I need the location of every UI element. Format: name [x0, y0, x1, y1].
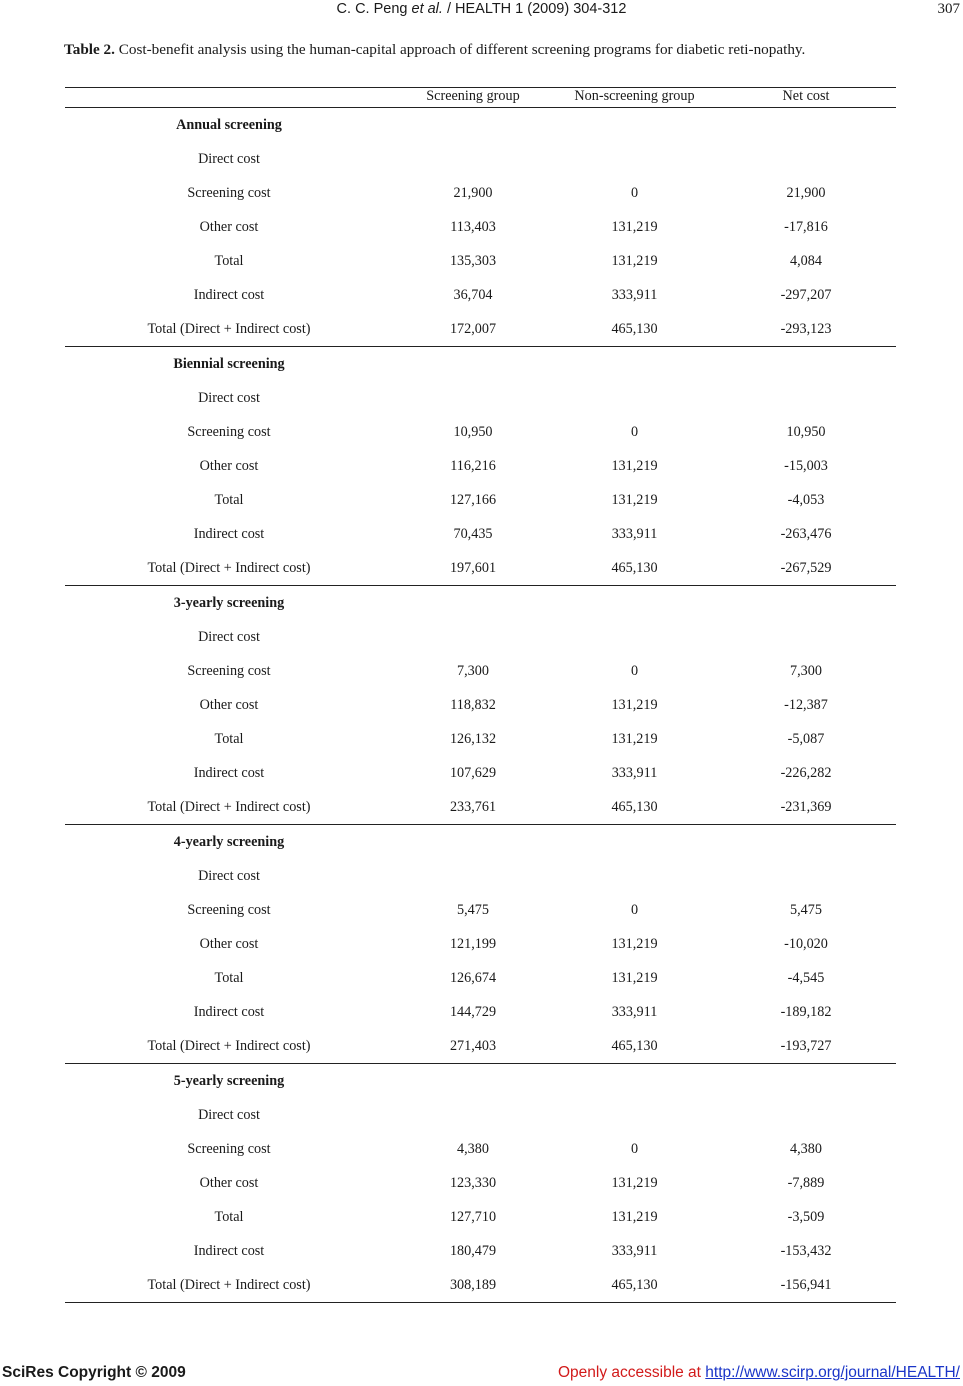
copyright-notice: SciRes Copyright © 2009	[2, 1364, 186, 1381]
row-label: Total	[214, 730, 244, 747]
value-cell: 36,704	[453, 286, 493, 303]
value-cell	[716, 1098, 896, 1132]
value-cell: 4,380	[457, 1140, 489, 1157]
value-cell: 465,130	[553, 1268, 716, 1303]
caption-text: Cost-benefit analysis using the human-capital approach of different screening programs for diabetic reti-nopathy.	[114, 41, 806, 58]
table-body	[65, 108, 896, 1303]
value-cell: -5,087	[787, 730, 825, 747]
table-row	[65, 859, 896, 893]
row-label: Direct cost	[198, 867, 260, 884]
row-label: Total	[214, 969, 244, 986]
row-label: Screening cost	[187, 901, 271, 918]
value-cell: -4,545	[787, 969, 825, 986]
value-cell: 131,219	[611, 730, 658, 747]
running-header	[0, 0, 963, 24]
value-cell: -267,529	[716, 551, 896, 586]
empty-cell	[393, 108, 553, 143]
row-label: Total	[214, 1208, 244, 1225]
section-header-row	[65, 347, 896, 382]
value-cell	[553, 142, 716, 176]
value-cell: 127,166	[449, 491, 497, 508]
et-al: et al.	[411, 1, 443, 17]
table-row	[65, 1200, 896, 1234]
column-header: Net cost	[716, 88, 896, 108]
section-title: 3-yearly screening	[173, 594, 285, 611]
value-cell: -156,941	[716, 1268, 896, 1303]
value-cell	[393, 1098, 553, 1132]
empty-cell	[716, 1064, 896, 1099]
table-caption	[64, 40, 897, 60]
table-row	[65, 312, 896, 347]
empty-cell	[553, 1064, 716, 1099]
row-label: Screening cost	[187, 1140, 271, 1157]
value-cell: 180,479	[449, 1242, 497, 1259]
table-header-row	[65, 88, 896, 108]
value-cell: 7,300	[457, 662, 489, 679]
empty-cell	[553, 825, 716, 860]
section-header-row	[65, 825, 896, 860]
value-cell	[716, 381, 896, 415]
table-row	[65, 1132, 896, 1166]
value-cell: -15,003	[784, 457, 828, 474]
row-label: Other cost	[199, 696, 259, 713]
table-row	[65, 688, 896, 722]
value-cell: 10,950	[786, 423, 826, 440]
value-cell	[716, 142, 896, 176]
row-label: Other cost	[199, 218, 259, 235]
value-cell: 126,132	[449, 730, 497, 747]
value-cell: -293,123	[716, 312, 896, 347]
value-cell: 116,216	[450, 457, 496, 474]
table-row	[65, 517, 896, 551]
column-header: Screening group	[393, 88, 553, 108]
value-cell	[553, 1098, 716, 1132]
value-cell: 131,219	[611, 1174, 658, 1191]
empty-cell	[553, 108, 716, 143]
value-cell: 172,007	[393, 312, 553, 347]
table-row	[65, 654, 896, 688]
table-row	[65, 142, 896, 176]
value-cell: 0	[630, 662, 639, 679]
table-row	[65, 244, 896, 278]
empty-cell	[393, 825, 553, 860]
table-row	[65, 1166, 896, 1200]
value-cell: 333,911	[611, 286, 658, 303]
value-cell: 0	[630, 1140, 639, 1157]
value-cell: -226,282	[780, 764, 832, 781]
value-cell: 144,729	[449, 1003, 497, 1020]
column-header	[65, 88, 393, 108]
access-text: Openly accessible at	[557, 1364, 706, 1381]
empty-cell	[393, 347, 553, 382]
value-cell: 308,189	[393, 1268, 553, 1303]
value-cell: 107,629	[449, 764, 497, 781]
row-label: Total (Direct + Indirect cost)	[65, 790, 393, 825]
empty-cell	[553, 347, 716, 382]
value-cell: 465,130	[553, 551, 716, 586]
value-cell: -297,207	[780, 286, 832, 303]
row-label: Direct cost	[198, 150, 260, 167]
value-cell: -12,387	[784, 696, 828, 713]
table-row	[65, 790, 896, 825]
row-label: Other cost	[199, 1174, 259, 1191]
value-cell	[393, 620, 553, 654]
authors-prefix: C. C. Peng	[336, 1, 412, 17]
table-row	[65, 278, 896, 312]
section-title: Biennial screening	[173, 355, 285, 372]
row-label: Total (Direct + Indirect cost)	[65, 312, 393, 347]
value-cell: 123,330	[449, 1174, 497, 1191]
value-cell: 118,832	[450, 696, 496, 713]
empty-cell	[716, 347, 896, 382]
table-row	[65, 449, 896, 483]
table-row	[65, 1234, 896, 1268]
value-cell: 126,674	[449, 969, 497, 986]
section-title: 5-yearly screening	[173, 1072, 285, 1089]
value-cell	[716, 859, 896, 893]
row-label: Direct cost	[198, 389, 260, 406]
section-title: 4-yearly screening	[173, 833, 285, 850]
value-cell: 333,911	[611, 1242, 658, 1259]
value-cell: -4,053	[787, 491, 825, 508]
empty-cell	[393, 586, 553, 621]
value-cell: 131,219	[611, 491, 658, 508]
row-label: Other cost	[199, 935, 259, 952]
value-cell: 70,435	[453, 525, 493, 542]
row-label: Indirect cost	[193, 525, 265, 542]
section-title: Annual screening	[176, 116, 282, 133]
value-cell: 131,219	[611, 218, 658, 235]
row-label: Screening cost	[187, 662, 271, 679]
value-cell	[393, 142, 553, 176]
table-row	[65, 927, 896, 961]
value-cell: 21,900	[453, 184, 493, 201]
empty-cell	[716, 825, 896, 860]
table-row	[65, 551, 896, 586]
value-cell: -17,816	[784, 218, 828, 235]
value-cell: 5,475	[790, 901, 822, 918]
value-cell: -189,182	[780, 1003, 832, 1020]
value-cell: 131,219	[611, 252, 658, 269]
row-label: Total (Direct + Indirect cost)	[65, 1029, 393, 1064]
access-notice	[558, 1364, 960, 1382]
value-cell: 7,300	[790, 662, 822, 679]
table-row	[65, 1029, 896, 1064]
row-label: Other cost	[199, 457, 259, 474]
value-cell: 131,219	[611, 457, 658, 474]
journal-link[interactable]: http://www.scirp.org/journal/HEALTH/	[705, 1364, 960, 1381]
table-row	[65, 176, 896, 210]
value-cell: 10,950	[453, 423, 493, 440]
row-label: Total (Direct + Indirect cost)	[65, 551, 393, 586]
table-row	[65, 893, 896, 927]
table-row	[65, 722, 896, 756]
value-cell: -231,369	[716, 790, 896, 825]
value-cell: 121,199	[449, 935, 497, 952]
value-cell	[393, 381, 553, 415]
value-cell	[716, 620, 896, 654]
value-cell: 5,475	[457, 901, 489, 918]
value-cell: 131,219	[611, 696, 658, 713]
value-cell: -193,727	[716, 1029, 896, 1064]
table-row	[65, 415, 896, 449]
row-label: Direct cost	[198, 1106, 260, 1123]
page-footer	[0, 1364, 963, 1386]
table-row	[65, 961, 896, 995]
empty-cell	[716, 586, 896, 621]
value-cell: 333,911	[611, 1003, 658, 1020]
row-label: Screening cost	[187, 184, 271, 201]
value-cell: 197,601	[393, 551, 553, 586]
cost-benefit-table	[65, 87, 896, 1303]
row-label: Indirect cost	[193, 1003, 265, 1020]
value-cell	[393, 859, 553, 893]
value-cell	[553, 620, 716, 654]
value-cell: 333,911	[611, 764, 658, 781]
section-header-row	[65, 108, 896, 143]
row-label: Indirect cost	[193, 764, 265, 781]
table-label: Table 2.	[64, 41, 115, 58]
table-row	[65, 995, 896, 1029]
empty-cell	[716, 108, 896, 143]
value-cell: 131,219	[611, 935, 658, 952]
value-cell: -3,509	[787, 1208, 825, 1225]
row-label: Total (Direct + Indirect cost)	[65, 1268, 393, 1303]
value-cell: -10,020	[784, 935, 828, 952]
value-cell: 271,403	[393, 1029, 553, 1064]
value-cell: 465,130	[553, 1029, 716, 1064]
row-label: Total	[214, 252, 244, 269]
value-cell: -263,476	[780, 525, 832, 542]
value-cell: 131,219	[611, 1208, 658, 1225]
empty-cell	[553, 586, 716, 621]
value-cell: -7,889	[787, 1174, 825, 1191]
row-label: Total	[214, 491, 244, 508]
value-cell: 4,084	[790, 252, 822, 269]
value-cell: 4,380	[790, 1140, 822, 1157]
value-cell: 113,403	[450, 218, 496, 235]
value-cell: 135,303	[449, 252, 497, 269]
column-header: Non-screening group	[553, 88, 716, 108]
value-cell: 465,130	[553, 312, 716, 347]
value-cell: 465,130	[553, 790, 716, 825]
journal-info: / HEALTH 1 (2009) 304-312	[442, 1, 627, 17]
row-label: Indirect cost	[193, 1242, 265, 1259]
value-cell: -153,432	[780, 1242, 832, 1259]
row-label: Screening cost	[187, 423, 271, 440]
value-cell: 0	[630, 901, 639, 918]
table-row	[65, 1268, 896, 1303]
page-number: 307	[937, 1, 960, 17]
table-row	[65, 483, 896, 517]
value-cell: 0	[630, 184, 639, 201]
table-row	[65, 381, 896, 415]
section-header-row	[65, 1064, 896, 1099]
value-cell: 21,900	[786, 184, 826, 201]
value-cell: 333,911	[611, 525, 658, 542]
journal-citation	[0, 1, 963, 17]
value-cell	[553, 859, 716, 893]
value-cell	[553, 381, 716, 415]
table-row	[65, 1098, 896, 1132]
section-header-row	[65, 586, 896, 621]
table-row	[65, 756, 896, 790]
value-cell: 0	[630, 423, 639, 440]
value-cell: 233,761	[393, 790, 553, 825]
value-cell: 127,710	[449, 1208, 497, 1225]
row-label: Indirect cost	[193, 286, 265, 303]
row-label: Direct cost	[198, 628, 260, 645]
value-cell: 131,219	[611, 969, 658, 986]
empty-cell	[393, 1064, 553, 1099]
table-row	[65, 620, 896, 654]
table-row	[65, 210, 896, 244]
